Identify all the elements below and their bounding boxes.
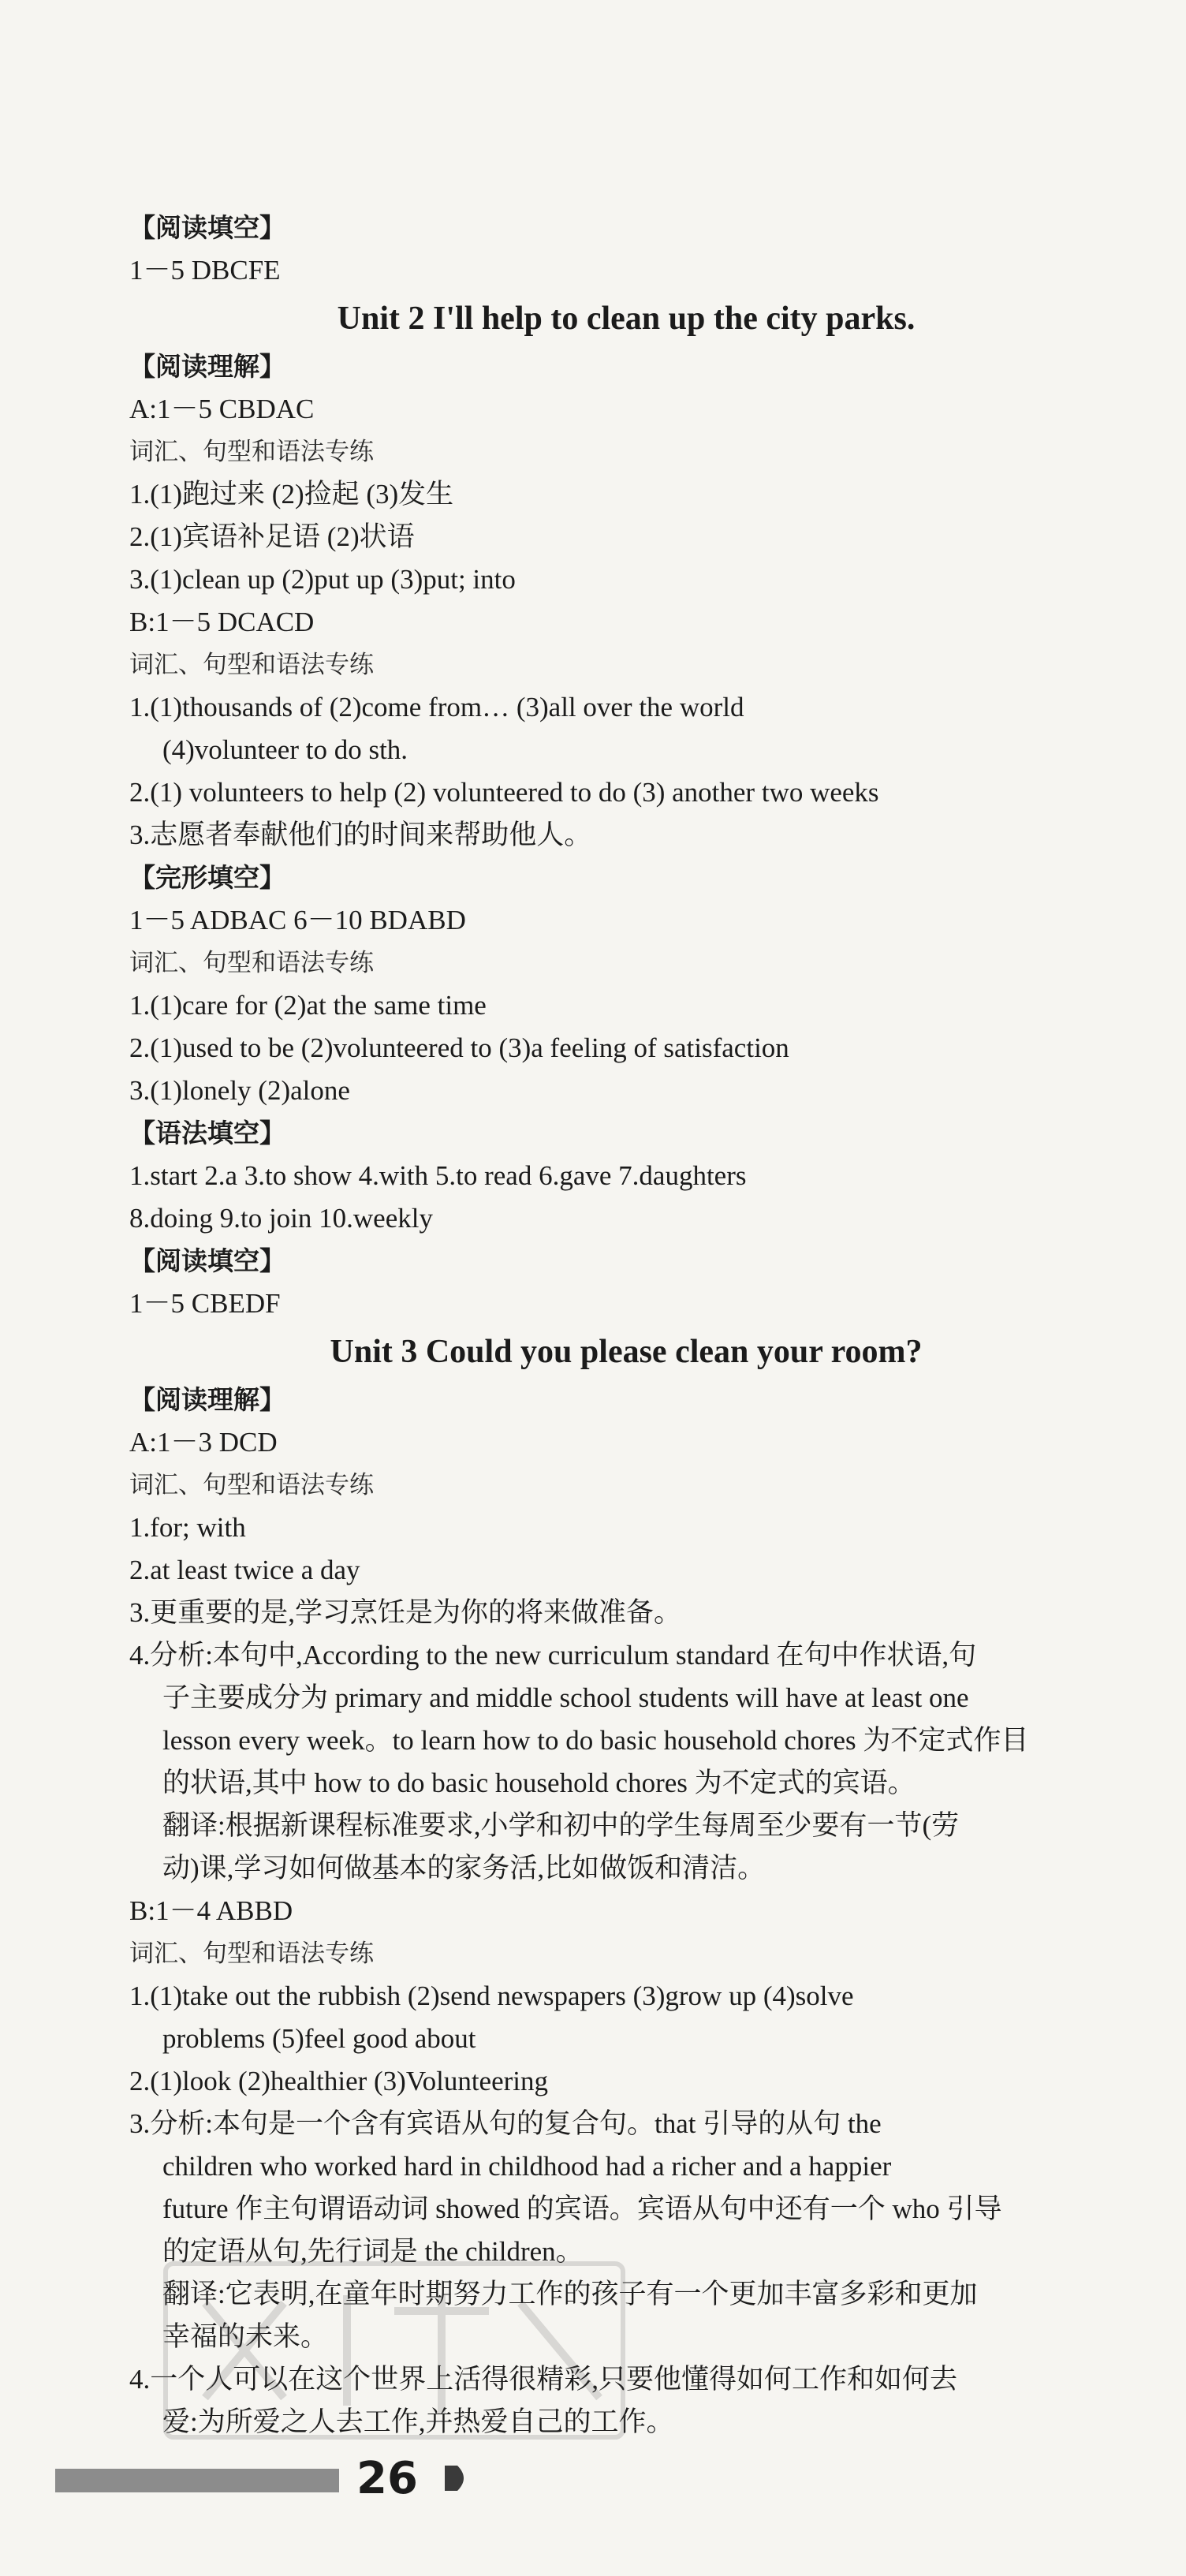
answer-line: 1.start 2.a 3.to show 4.with 5.to read 6.gave 7.daughters	[129, 1160, 747, 1191]
section-label: 【阅读理解】	[129, 1384, 285, 1415]
drill-heading: 词汇、句型和语法专练	[129, 438, 374, 466]
answer-line: 1.for; with	[129, 1512, 246, 1543]
answer-line: 3.志愿者奉献他们的时间来帮助他人。	[129, 819, 592, 850]
answer-line: 4.分析:本句中,According to the new curriculum standard 在句中作状语,句	[129, 1640, 977, 1671]
answer-line-continued: 子主要成分为 primary and middle school students will have at least one	[162, 1682, 969, 1713]
answer-line: 3.(1)lonely (2)alone	[129, 1075, 350, 1106]
answer-line: 3.更重要的是,学习烹饪是为你的将来做准备。	[129, 1597, 682, 1628]
answer-line-continued: 翻译:根据新课程标准要求,小学和初中的学生每周至少要有一节(劳	[162, 1810, 960, 1841]
unit-title: Unit 3 Could you please clean your room?	[330, 1334, 923, 1370]
section-label: 【阅读理解】	[129, 351, 285, 382]
answer-line: B:1－4 ABBD	[129, 1895, 293, 1926]
section-label: 【完形填空】	[129, 862, 285, 893]
answer-line: 1.(1)care for (2)at the same time	[129, 990, 487, 1021]
answer-line: 8.doing 9.to join 10.weekly	[129, 1203, 433, 1234]
answer-line-continued: 爱:为所爱之人去工作,并热爱自己的工作。	[162, 2406, 674, 2437]
drill-heading: 词汇、句型和语法专练	[129, 1939, 374, 1968]
answer-line: 2.(1) volunteers to help (2) volunteered to do (3) another two weeks	[129, 777, 879, 808]
answer-line: 2.(1)look (2)healthier (3)Volunteering	[129, 2066, 548, 2096]
answer-line-continued: 幸福的未来。	[162, 2321, 329, 2352]
answer-line-continued: 的状语,其中 how to do basic household chores 为不定式的宾语。	[162, 1768, 916, 1798]
answer-line-continued: 翻译:它表明,在童年时期努力工作的孩子有一个更加丰富多彩和更加	[162, 2279, 978, 2309]
answer-line: 1－5 DBCFE	[129, 255, 281, 286]
answer-line: 4.一个人可以在这个世界上活得很精彩,只要他懂得如何工作和如何去	[129, 2364, 958, 2395]
answer-line: 1－5 ADBAC 6－10 BDABD	[129, 905, 466, 935]
answer-line: 2.(1)used to be (2)volunteered to (3)a feeling of satisfaction	[129, 1032, 789, 1063]
answer-line: 1.(1)thousands of (2)come from… (3)all over the world	[129, 692, 744, 722]
answer-line-continued: children who worked hard in childhood had a richer and a happier	[162, 2151, 892, 2182]
answer-line: 1.(1)take out the rubbish (2)send newspapers (3)grow up (4)solve	[129, 1981, 854, 2011]
answer-line-continued: (4)volunteer to do sth.	[162, 734, 408, 765]
answer-line: 1.(1)跑过来 (2)捡起 (3)发生	[129, 479, 454, 510]
drill-heading: 词汇、句型和语法专练	[129, 949, 374, 977]
footer-bar	[55, 2469, 339, 2492]
unit-title: Unit 2 I'll help to clean up the city parks.	[337, 301, 916, 337]
answer-line-continued: 的定语从句,先行词是 the children。	[162, 2236, 584, 2267]
answer-line: 3.(1)clean up (2)put up (3)put; into	[129, 564, 516, 595]
answer-line: A:1－5 CBDAC	[129, 394, 315, 424]
page-arrow-icon	[442, 2462, 473, 2494]
answer-line: 1－5 CBEDF	[129, 1288, 281, 1319]
answer-line: 2.at least twice a day	[129, 1555, 360, 1585]
drill-heading: 词汇、句型和语法专练	[129, 1471, 374, 1499]
answer-line-continued: lesson every week。to learn how to do basic household chores 为不定式作目	[162, 1725, 1029, 1756]
answer-line-continued: 动)课,学习如何做基本的家务活,比如做饭和清洁。	[162, 1853, 766, 1883]
answer-line: B:1－5 DCACD	[129, 607, 315, 637]
answer-line-continued: future 作主句谓语动词 showed 的宾语。宾语从句中还有一个 who 引导	[162, 2193, 1002, 2224]
drill-heading: 词汇、句型和语法专练	[129, 651, 374, 679]
watermark-stamp-icon	[158, 2256, 631, 2445]
section-label: 【阅读填空】	[129, 212, 285, 243]
section-label: 【语法填空】	[129, 1118, 285, 1148]
page-number: 26	[356, 2453, 418, 2504]
answer-content	[129, 207, 1154, 2443]
answer-line: 3.分析:本句是一个含有宾语从句的复合句。that 引导的从句 the	[129, 2108, 882, 2139]
answer-line: A:1－3 DCD	[129, 1427, 278, 1458]
answer-line-continued: problems (5)feel good about	[162, 2023, 476, 2054]
section-label: 【阅读填空】	[129, 1245, 285, 1276]
answer-line: 2.(1)宾语补足语 (2)状语	[129, 521, 415, 552]
